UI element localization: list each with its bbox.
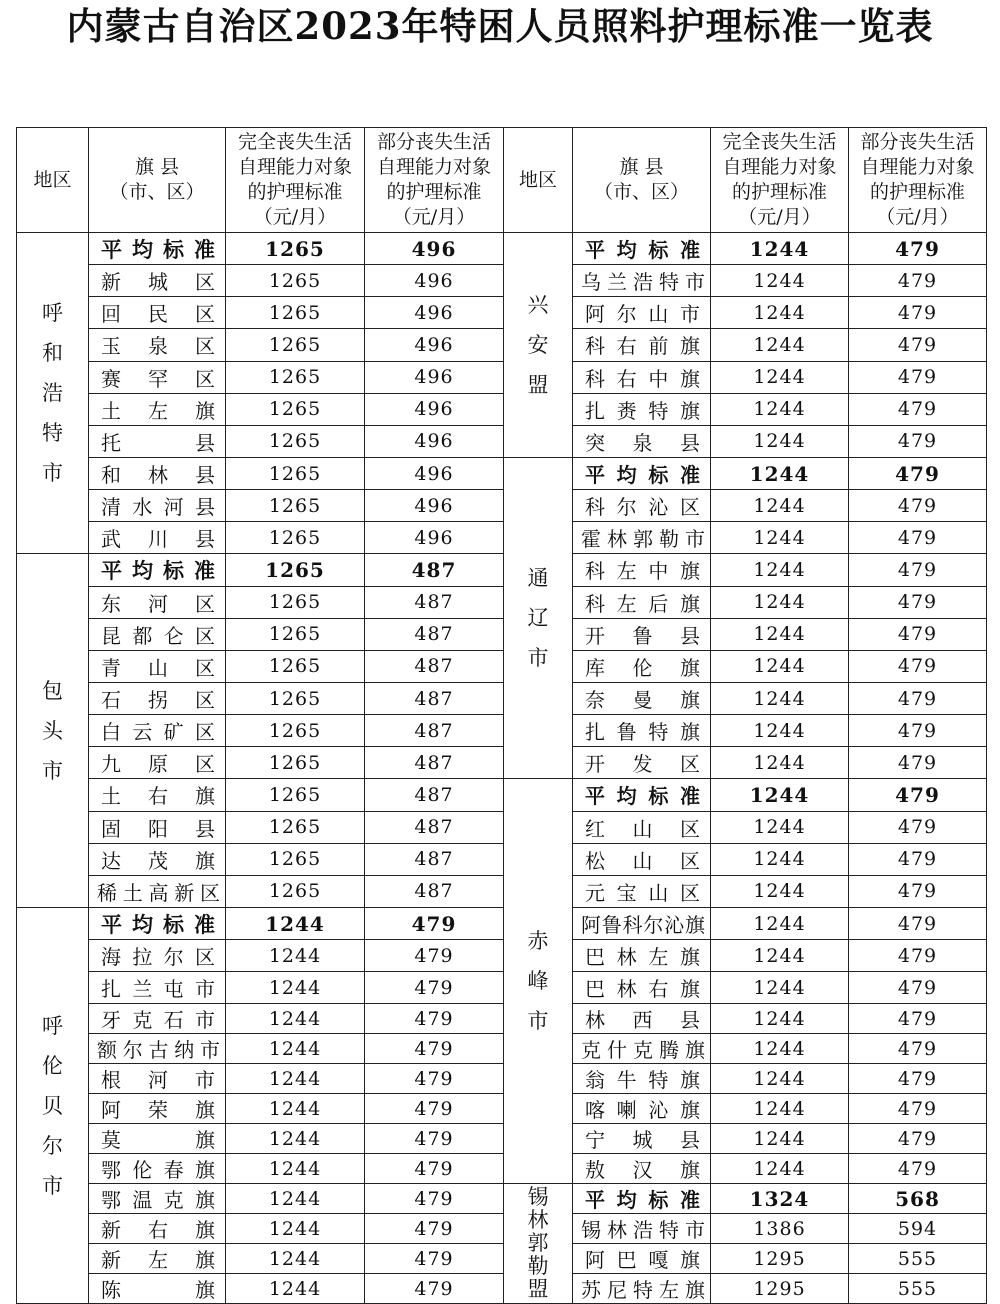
partial-standard: 487 <box>365 618 504 650</box>
partial-standard: 487 <box>365 682 504 714</box>
county-name: 科左中旗 <box>573 554 711 586</box>
county-name: 克什克腾旗 <box>573 1034 711 1064</box>
full-standard: 1244 <box>711 490 849 522</box>
full-standard: 1244 <box>226 1274 365 1304</box>
table-row <box>17 940 987 972</box>
table-row <box>17 1244 987 1274</box>
header-region <box>17 128 89 233</box>
county-name: 达茂旗 <box>89 843 226 875</box>
full-standard: 1244 <box>711 875 849 907</box>
county-name: 科右中旗 <box>573 361 711 393</box>
partial-standard: 479 <box>365 972 504 1004</box>
full-standard: 1244 <box>226 1004 365 1034</box>
county-name: 和林县 <box>89 457 226 489</box>
partial-standard: 479 <box>365 907 504 939</box>
partial-standard: 479 <box>365 1064 504 1094</box>
county-name: 九原区 <box>89 747 226 779</box>
partial-standard: 479 <box>849 554 987 586</box>
full-standard: 1244 <box>711 1064 849 1094</box>
region-label: 通 辽 市 <box>527 566 549 671</box>
right-region-0 <box>504 233 573 458</box>
county-name: 白云矿区 <box>89 715 226 747</box>
full-standard: 1244 <box>711 457 849 489</box>
full-standard: 1295 <box>711 1274 849 1304</box>
region-label: 呼 伦 贝 尔 市 <box>42 1013 63 1198</box>
header-partial <box>365 128 504 233</box>
full-standard: 1244 <box>226 1064 365 1094</box>
county-name: 平均标准 <box>573 779 711 811</box>
county-name: 平均标准 <box>573 1184 711 1214</box>
table-row <box>17 650 987 682</box>
partial-standard: 479 <box>849 1064 987 1094</box>
full-standard: 1244 <box>711 940 849 972</box>
county-name: 昆都仑区 <box>89 618 226 650</box>
full-standard: 1244 <box>711 1154 849 1184</box>
left-region-1 <box>17 554 89 908</box>
county-name: 宁城县 <box>573 1124 711 1154</box>
county-name: 红山区 <box>573 811 711 843</box>
full-standard: 1244 <box>711 779 849 811</box>
partial-standard: 496 <box>365 233 504 265</box>
full-standard: 1265 <box>226 265 365 297</box>
partial-standard: 487 <box>365 650 504 682</box>
full-standard: 1244 <box>226 1154 365 1184</box>
full-standard: 1244 <box>711 972 849 1004</box>
partial-standard: 479 <box>849 522 987 554</box>
county-name: 额尔古纳市 <box>89 1034 226 1064</box>
partial-standard: 479 <box>849 1154 987 1184</box>
table-row <box>17 811 987 843</box>
county-name: 托县 <box>89 425 226 457</box>
right-region-2 <box>504 779 573 1184</box>
partial-standard: 594 <box>849 1214 987 1244</box>
right-region-1 <box>504 457 573 778</box>
table-row <box>17 1124 987 1154</box>
partial-standard: 479 <box>849 811 987 843</box>
full-standard: 1244 <box>226 972 365 1004</box>
county-name: 苏尼特左旗 <box>573 1274 711 1304</box>
county-name: 回民区 <box>89 297 226 329</box>
left-region-2 <box>17 907 89 1303</box>
county-name: 新城区 <box>89 265 226 297</box>
county-name: 陈旗 <box>89 1274 226 1304</box>
header-partial-right-text: 部分丧失生活 自理能力对象 的护理标准 （元/月） <box>860 131 975 228</box>
full-standard: 1265 <box>226 329 365 361</box>
full-standard: 1265 <box>226 393 365 425</box>
table-row <box>17 265 987 297</box>
partial-standard: 479 <box>849 361 987 393</box>
partial-standard: 479 <box>849 425 987 457</box>
full-standard: 1244 <box>711 425 849 457</box>
full-standard: 1244 <box>711 715 849 747</box>
county-name: 土右旗 <box>89 779 226 811</box>
county-name: 科尔沁区 <box>573 490 711 522</box>
full-standard: 1244 <box>711 682 849 714</box>
county-name: 翁牛特旗 <box>573 1064 711 1094</box>
county-name: 扎兰屯市 <box>89 972 226 1004</box>
table-row <box>17 972 987 1004</box>
table-header <box>17 128 987 233</box>
full-standard: 1244 <box>226 1094 365 1124</box>
region-label: 呼 和 浩 特 市 <box>42 301 63 486</box>
table-row <box>17 747 987 779</box>
table-row <box>17 361 987 393</box>
full-standard: 1265 <box>226 522 365 554</box>
county-name: 根河市 <box>89 1064 226 1094</box>
full-standard: 1265 <box>226 811 365 843</box>
full-standard: 1244 <box>711 843 849 875</box>
partial-standard: 479 <box>849 618 987 650</box>
partial-standard: 487 <box>365 554 504 586</box>
county-name: 敖汉旗 <box>573 1154 711 1184</box>
header-partial-text: 部分丧失生活 自理能力对象 的护理标准 （元/月） <box>376 131 491 228</box>
region-label: 兴 安 盟 <box>527 292 549 397</box>
partial-standard: 496 <box>365 425 504 457</box>
county-name: 平均标准 <box>89 907 226 939</box>
table-row <box>17 779 987 811</box>
county-name: 阿巴嘎旗 <box>573 1244 711 1274</box>
county-name: 突泉县 <box>573 425 711 457</box>
table-row <box>17 843 987 875</box>
full-standard: 1244 <box>226 1244 365 1274</box>
full-standard: 1295 <box>711 1244 849 1274</box>
full-standard: 1244 <box>711 265 849 297</box>
full-standard: 1244 <box>711 329 849 361</box>
partial-standard: 479 <box>365 1154 504 1184</box>
partial-standard: 555 <box>849 1274 987 1304</box>
county-name: 奈曼旗 <box>573 682 711 714</box>
full-standard: 1244 <box>711 233 849 265</box>
table-row <box>17 297 987 329</box>
table-row <box>17 618 987 650</box>
county-name: 稀土高新区 <box>89 875 226 907</box>
full-standard: 1244 <box>226 1214 365 1244</box>
full-standard: 1265 <box>226 233 365 265</box>
full-standard: 1244 <box>226 1034 365 1064</box>
county-name: 平均标准 <box>573 457 711 489</box>
full-standard: 1244 <box>711 747 849 779</box>
table-row <box>17 522 987 554</box>
header-full <box>226 128 365 233</box>
partial-standard: 479 <box>849 940 987 972</box>
county-name: 牙克石市 <box>89 1004 226 1034</box>
partial-standard: 496 <box>365 361 504 393</box>
header-full-text: 完全丧失生活 自理能力对象 的护理标准 （元/月） <box>237 131 352 228</box>
full-standard: 1265 <box>226 425 365 457</box>
partial-standard: 479 <box>849 393 987 425</box>
county-name: 阿鲁科尔沁旗 <box>573 907 711 939</box>
full-standard: 1265 <box>226 457 365 489</box>
partial-standard: 479 <box>849 233 987 265</box>
partial-standard: 479 <box>849 490 987 522</box>
full-standard: 1386 <box>711 1214 849 1244</box>
header-full-right <box>711 128 849 233</box>
table-row <box>17 490 987 522</box>
full-standard: 1265 <box>226 875 365 907</box>
county-name: 莫旗 <box>89 1124 226 1154</box>
partial-standard: 496 <box>365 393 504 425</box>
county-name: 东河区 <box>89 586 226 618</box>
header-region-right-text: 地区 <box>518 168 557 191</box>
county-name: 石拐区 <box>89 682 226 714</box>
county-name: 松山区 <box>573 843 711 875</box>
partial-standard: 479 <box>849 907 987 939</box>
county-name: 土左旗 <box>89 393 226 425</box>
table-row <box>17 715 987 747</box>
county-name: 鄂温克旗 <box>89 1184 226 1214</box>
county-name: 巴林左旗 <box>573 940 711 972</box>
county-name: 科左后旗 <box>573 586 711 618</box>
county-name: 扎赉特旗 <box>573 393 711 425</box>
region-label: 赤 峰 市 <box>527 929 549 1034</box>
partial-standard: 487 <box>365 843 504 875</box>
left-region-0 <box>17 233 89 554</box>
county-name: 阿尔山市 <box>573 297 711 329</box>
partial-standard: 479 <box>365 1004 504 1034</box>
county-name: 海拉尔区 <box>89 940 226 972</box>
partial-standard: 479 <box>365 1214 504 1244</box>
partial-standard: 496 <box>365 522 504 554</box>
header-county <box>89 128 226 233</box>
partial-standard: 479 <box>849 747 987 779</box>
partial-standard: 479 <box>849 972 987 1004</box>
table-row <box>17 329 987 361</box>
table-row <box>17 682 987 714</box>
full-standard: 1244 <box>711 393 849 425</box>
partial-standard: 479 <box>849 682 987 714</box>
county-name: 固阳县 <box>89 811 226 843</box>
full-standard: 1244 <box>711 554 849 586</box>
full-standard: 1244 <box>711 1124 849 1154</box>
partial-standard: 479 <box>849 329 987 361</box>
county-name: 库伦旗 <box>573 650 711 682</box>
partial-standard: 479 <box>849 650 987 682</box>
full-standard: 1265 <box>226 650 365 682</box>
table-row <box>17 1154 987 1184</box>
county-name: 平均标准 <box>573 233 711 265</box>
partial-standard: 487 <box>365 715 504 747</box>
county-name: 青山区 <box>89 650 226 682</box>
partial-standard: 479 <box>849 843 987 875</box>
full-standard: 1265 <box>226 682 365 714</box>
partial-standard: 555 <box>849 1244 987 1274</box>
partial-standard: 496 <box>365 490 504 522</box>
partial-standard: 487 <box>365 779 504 811</box>
table-row <box>17 1064 987 1094</box>
region-label: 锡 林 郭 勒 盟 <box>527 1185 549 1302</box>
full-standard: 1244 <box>711 907 849 939</box>
county-name: 锡林浩特市 <box>573 1214 711 1244</box>
county-name: 林西县 <box>573 1004 711 1034</box>
table-row <box>17 1274 987 1304</box>
full-standard: 1265 <box>226 361 365 393</box>
header-region-right <box>504 128 573 233</box>
county-name: 乌兰浩特市 <box>573 265 711 297</box>
region-label: 包 头 市 <box>42 678 63 783</box>
partial-standard: 479 <box>849 1034 987 1064</box>
partial-standard: 479 <box>849 297 987 329</box>
table-row <box>17 907 987 939</box>
full-standard: 1244 <box>711 1094 849 1124</box>
full-standard: 1244 <box>711 811 849 843</box>
partial-standard: 479 <box>365 1094 504 1124</box>
full-standard: 1265 <box>226 715 365 747</box>
county-name: 鄂伦春旗 <box>89 1154 226 1184</box>
partial-standard: 479 <box>849 457 987 489</box>
partial-standard: 479 <box>849 265 987 297</box>
partial-standard: 479 <box>365 1124 504 1154</box>
partial-standard: 479 <box>849 1004 987 1034</box>
table-row <box>17 875 987 907</box>
county-name: 赛罕区 <box>89 361 226 393</box>
county-name: 平均标准 <box>89 233 226 265</box>
right-region-3 <box>504 1184 573 1304</box>
county-name: 巴林右旗 <box>573 972 711 1004</box>
county-name: 霍林郭勒市 <box>573 522 711 554</box>
full-standard: 1244 <box>226 907 365 939</box>
full-standard: 1244 <box>711 586 849 618</box>
full-standard: 1244 <box>711 1004 849 1034</box>
full-standard: 1244 <box>711 1034 849 1064</box>
county-name: 喀喇沁旗 <box>573 1094 711 1124</box>
county-name: 新左旗 <box>89 1244 226 1274</box>
full-standard: 1265 <box>226 843 365 875</box>
county-name: 武川县 <box>89 522 226 554</box>
partial-standard: 479 <box>365 1274 504 1304</box>
header-region-text: 地区 <box>33 168 72 191</box>
standards-table <box>16 127 987 1304</box>
partial-standard: 479 <box>849 715 987 747</box>
county-name: 平均标准 <box>89 554 226 586</box>
table-body <box>17 233 987 1304</box>
partial-standard: 487 <box>365 811 504 843</box>
full-standard: 1265 <box>226 747 365 779</box>
table-row <box>17 233 987 265</box>
table-row <box>17 1004 987 1034</box>
full-standard: 1244 <box>226 1124 365 1154</box>
partial-standard: 496 <box>365 265 504 297</box>
full-standard: 1265 <box>226 618 365 650</box>
table-row <box>17 1214 987 1244</box>
full-standard: 1265 <box>226 554 365 586</box>
table-row <box>17 393 987 425</box>
full-standard: 1265 <box>226 586 365 618</box>
partial-standard: 487 <box>365 586 504 618</box>
partial-standard: 487 <box>365 747 504 779</box>
partial-standard: 479 <box>849 1094 987 1124</box>
table-row <box>17 1184 987 1214</box>
table-row <box>17 1094 987 1124</box>
partial-standard: 479 <box>849 586 987 618</box>
county-name: 开发区 <box>573 747 711 779</box>
full-standard: 1244 <box>711 522 849 554</box>
header-county-right <box>573 128 711 233</box>
partial-standard: 479 <box>365 1184 504 1214</box>
table-row <box>17 425 987 457</box>
table-row <box>17 586 987 618</box>
county-name: 新右旗 <box>89 1214 226 1244</box>
table-row <box>17 457 987 489</box>
partial-standard: 496 <box>365 297 504 329</box>
full-standard: 1265 <box>226 297 365 329</box>
page-title: 内蒙古自治区2023年特困人员照料护理标准一览表 <box>66 4 934 48</box>
partial-standard: 568 <box>849 1184 987 1214</box>
full-standard: 1244 <box>226 940 365 972</box>
full-standard: 1265 <box>226 779 365 811</box>
partial-standard: 479 <box>365 1034 504 1064</box>
full-standard: 1244 <box>711 297 849 329</box>
county-name: 清水河县 <box>89 490 226 522</box>
table-row <box>17 1034 987 1064</box>
county-name: 扎鲁特旗 <box>573 715 711 747</box>
partial-standard: 479 <box>365 940 504 972</box>
partial-standard: 487 <box>365 875 504 907</box>
full-standard: 1244 <box>226 1184 365 1214</box>
partial-standard: 479 <box>365 1244 504 1274</box>
table-row <box>17 554 987 586</box>
header-partial-right <box>849 128 987 233</box>
partial-standard: 479 <box>849 875 987 907</box>
full-standard: 1244 <box>711 361 849 393</box>
county-name: 元宝山区 <box>573 875 711 907</box>
header-county-text: 旗 县 （市、区） <box>109 156 205 203</box>
county-name: 阿荣旗 <box>89 1094 226 1124</box>
partial-standard: 479 <box>849 779 987 811</box>
partial-standard: 496 <box>365 457 504 489</box>
county-name: 玉泉区 <box>89 329 226 361</box>
full-standard: 1244 <box>711 650 849 682</box>
full-standard: 1244 <box>711 618 849 650</box>
partial-standard: 496 <box>365 329 504 361</box>
county-name: 开鲁县 <box>573 618 711 650</box>
header-full-right-text: 完全丧失生活 自理能力对象 的护理标准 （元/月） <box>722 131 837 228</box>
header-county-right-text: 旗 县 （市、区） <box>593 156 689 203</box>
county-name: 科右前旗 <box>573 329 711 361</box>
full-standard: 1265 <box>226 490 365 522</box>
full-standard: 1324 <box>711 1184 849 1214</box>
partial-standard: 479 <box>849 1124 987 1154</box>
